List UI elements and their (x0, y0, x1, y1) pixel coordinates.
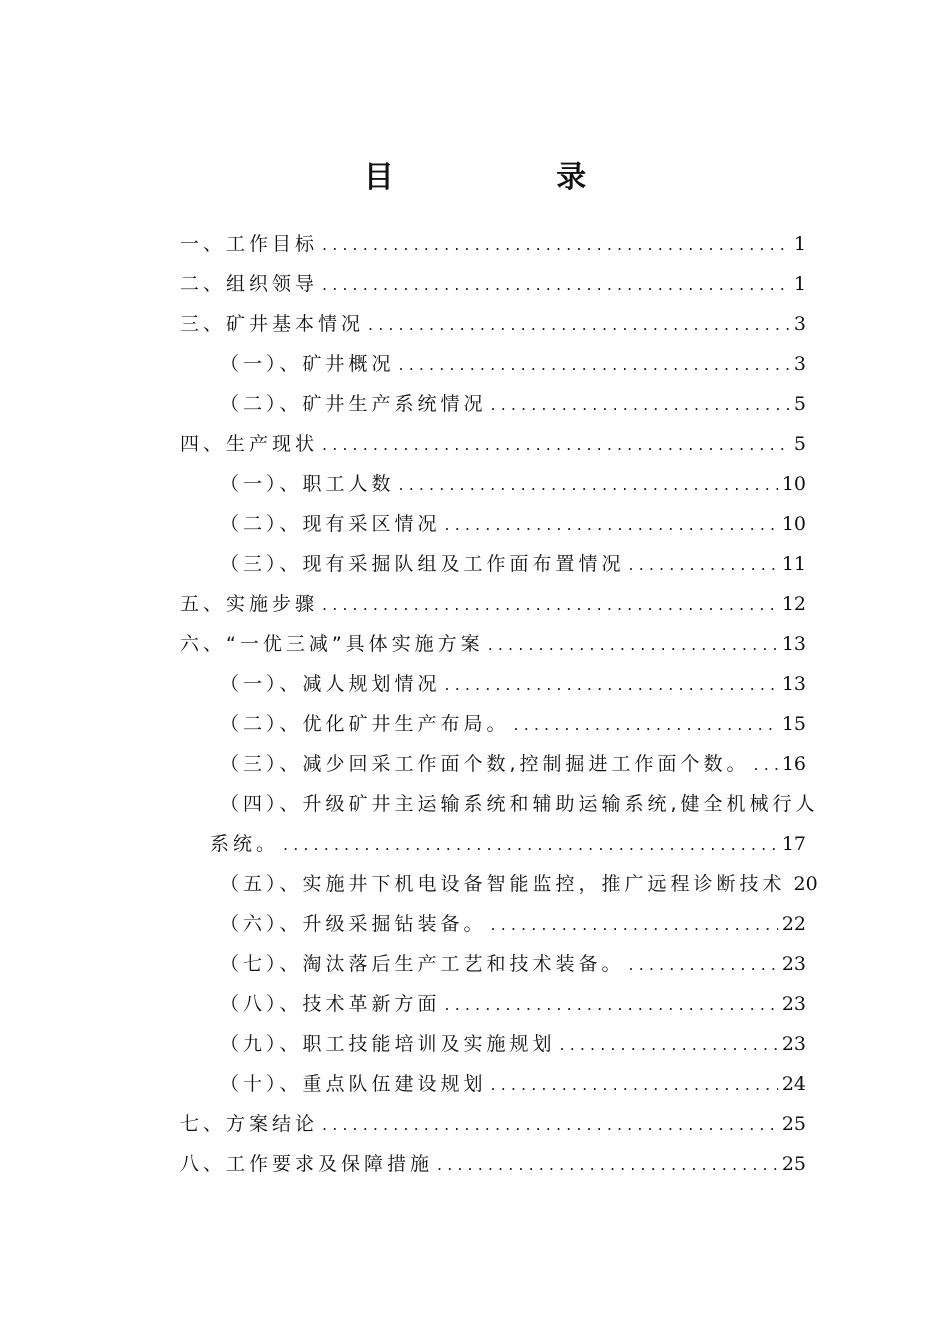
dot-leader (399, 465, 778, 505)
toc-entry-text: （二）、矿井生产系统情况 (220, 393, 487, 415)
dot-leader (322, 425, 790, 465)
toc-page-number: 16 (781, 753, 806, 775)
dot-leader (322, 265, 790, 305)
dot-leader (445, 505, 778, 545)
dot-leader (399, 345, 790, 385)
toc-entry-text: （八）、技术革新方面 (220, 993, 441, 1015)
toc-entry-text: 七、方案结论 (180, 1113, 319, 1135)
toc-entry[interactable] (180, 264, 806, 304)
dot-leader (368, 305, 790, 345)
toc-entry[interactable] (180, 784, 819, 824)
toc-entry-text: （三）、现有采掘队组及工作面布置情况 (220, 553, 625, 575)
dot-leader (445, 665, 778, 705)
toc-entry[interactable] (180, 224, 806, 264)
toc-entry[interactable] (180, 584, 806, 624)
toc-entry[interactable] (180, 744, 806, 784)
dot-leader (491, 385, 790, 425)
dot-leader (491, 1065, 778, 1105)
toc-page-number: 17 (781, 833, 806, 855)
dot-leader (283, 825, 778, 865)
toc-entry-continuation[interactable] (180, 824, 806, 864)
toc-entry-text: （四）、升级矿井主运输系统和辅助运输系统,健全机械行人 (220, 793, 819, 815)
toc-title: 目 录 (363, 160, 663, 195)
toc-page-number: 13 (781, 633, 806, 655)
dot-leader (491, 905, 778, 945)
toc-entry[interactable] (180, 544, 806, 584)
dot-leader (322, 585, 778, 625)
toc-entry-text: 六、“一优三减”具体实施方案 (180, 633, 484, 655)
toc-page-number: 10 (781, 473, 806, 495)
toc-entry[interactable] (180, 624, 806, 664)
toc-page-number: 23 (781, 1033, 806, 1055)
dot-leader (445, 985, 778, 1025)
toc-entry-text: 四、生产现状 (180, 433, 319, 455)
toc-entry[interactable] (180, 504, 806, 544)
toc-page-number: 13 (781, 673, 806, 695)
toc-entry[interactable] (180, 1144, 806, 1184)
toc-entry-text: （六）、升级采掘钻装备。 (220, 913, 487, 935)
toc-page-number: 25 (781, 1153, 806, 1175)
toc-entry[interactable] (180, 864, 818, 904)
dot-leader (629, 545, 778, 585)
toc-entry[interactable] (180, 944, 806, 984)
toc-entry[interactable] (180, 304, 806, 344)
toc-entry-text: 二、组织领导 (180, 273, 319, 295)
toc-entry[interactable] (180, 464, 806, 504)
toc-page-number: 22 (781, 913, 806, 935)
toc-entry-text: 五、实施步骤 (180, 593, 319, 615)
toc-entry-text: （九）、职工技能培训及实施规划 (220, 1033, 556, 1055)
toc-list (180, 224, 819, 1184)
toc-page-number: 20 (793, 873, 818, 895)
dot-leader (514, 705, 778, 745)
toc-entry-text: （二）、优化矿井生产布局。 (220, 713, 510, 735)
dot-leader (629, 945, 778, 985)
toc-entry-text: （二）、现有采区情况 (220, 513, 441, 535)
dot-leader (322, 1105, 778, 1145)
toc-page-number: 25 (781, 1113, 806, 1135)
toc-page-number: 3 (793, 313, 806, 335)
toc-entry[interactable] (180, 344, 806, 384)
toc-entry-text: 三、矿井基本情况 (180, 313, 365, 335)
toc-page-number: 23 (781, 953, 806, 975)
toc-entry[interactable] (180, 384, 806, 424)
toc-page-number: 5 (793, 393, 806, 415)
toc-page-number: 11 (781, 553, 806, 575)
dot-leader (488, 625, 778, 665)
dot-leader (322, 225, 790, 265)
toc-page-number: 12 (781, 593, 806, 615)
toc-entry[interactable] (180, 424, 806, 464)
toc-entry-text: 八、工作要求及保障措施 (180, 1153, 434, 1175)
toc-page-number: 1 (793, 273, 806, 295)
toc-entry-text: （一）、减人规划情况 (220, 673, 441, 695)
toc-entry-text: （三）、减少回采工作面个数,控制掘进工作面个数。 (220, 753, 750, 775)
toc-page-number: 15 (781, 713, 806, 735)
toc-page-number: 1 (793, 233, 806, 255)
toc-page-number: 24 (781, 1073, 806, 1095)
toc-entry[interactable] (180, 704, 806, 744)
toc-entry-text: （一）、职工人数 (220, 473, 395, 495)
toc-page-number: 23 (781, 993, 806, 1015)
toc-entry-text: （五）、实施井下机电设备智能监控，推广远程诊断技术 (220, 873, 786, 895)
toc-page-number: 5 (793, 433, 806, 455)
dot-leader (560, 1025, 778, 1065)
toc-entry-text: （一）、矿井概况 (220, 353, 395, 375)
dot-leader (437, 1145, 778, 1185)
toc-entry-text: （七）、淘汰落后生产工艺和技术装备。 (220, 953, 625, 975)
toc-entry[interactable] (180, 1104, 806, 1144)
toc-entry[interactable] (180, 984, 806, 1024)
dot-leader (754, 745, 778, 785)
toc-entry[interactable] (180, 1024, 806, 1064)
toc-entry-text: （十）、重点队伍建设规划 (220, 1073, 487, 1095)
toc-page-number: 3 (793, 353, 806, 375)
toc-entry-text: 一、工作目标 (180, 233, 319, 255)
toc-entry[interactable] (180, 664, 806, 704)
toc-entry[interactable] (180, 904, 806, 944)
toc-entry[interactable] (180, 1064, 806, 1104)
toc-entry-text: 系统。 (210, 833, 280, 855)
toc-page-number: 10 (781, 513, 806, 535)
